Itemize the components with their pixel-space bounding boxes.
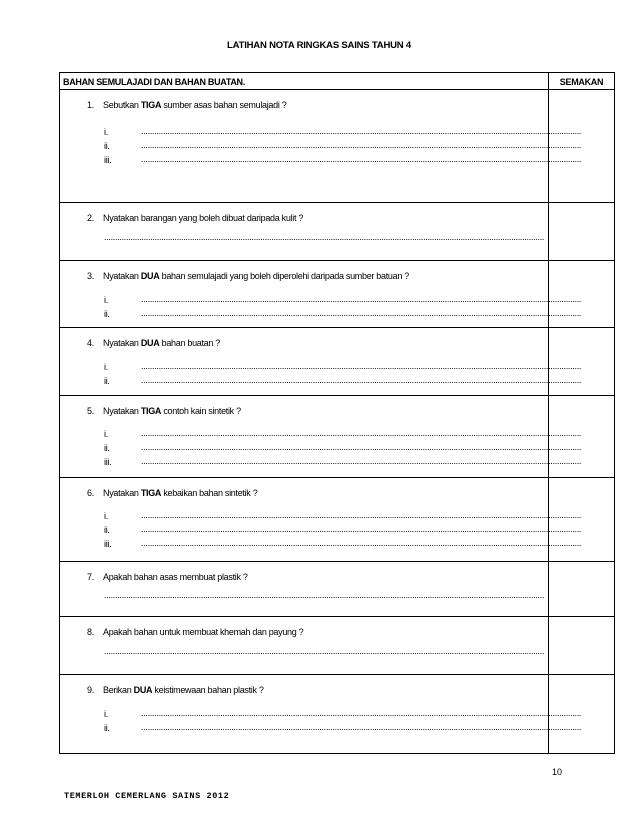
answer-line[interactable]: ii. ........................................................................................................................................................................................................ <box>104 722 582 733</box>
answer-line[interactable]: i. ........................................................................................................................................................................................................ <box>104 361 582 372</box>
question-row <box>60 261 615 328</box>
answer-line[interactable]: ........................................................................................................................................................................................................ <box>104 232 545 242</box>
question-text: Nyatakan DUA bahan buatan ? <box>103 338 220 348</box>
question-text: Sebutkan TIGA sumber asas bahan semulajadi ? <box>103 100 287 110</box>
answer-line[interactable]: iii. ........................................................................................................................................................................................................ <box>104 154 582 165</box>
question-cell <box>60 328 582 396</box>
check-column-heading: SEMAKAN <box>549 73 615 90</box>
answer-line[interactable]: i. ........................................................................................................................................................................................................ <box>104 428 582 439</box>
answer-line[interactable]: ........................................................................................................................................................................................................ <box>104 590 545 600</box>
question-row <box>60 90 615 203</box>
answer-line[interactable]: ii. ........................................................................................................................................................................................................ <box>104 524 582 535</box>
answer-line[interactable]: iii. ........................................................................................................................................................................................................ <box>104 538 582 549</box>
question-number: 1. <box>87 100 94 110</box>
question-row <box>60 396 615 478</box>
answer-line[interactable]: i. ........................................................................................................................................................................................................ <box>104 708 582 719</box>
footer-text: TEMERLOH CEMERLANG SAINS 2012 <box>64 791 230 801</box>
question-number: 6. <box>87 488 94 498</box>
answer-line[interactable]: i. ........................................................................................................................................................................................................ <box>104 294 582 305</box>
question-text: Berikan DUA keistimewaan bahan plastik ? <box>103 685 264 695</box>
question-cell <box>60 261 582 328</box>
question-row <box>60 675 615 754</box>
answer-line[interactable]: ii. ........................................................................................................................................................................................................ <box>104 442 582 453</box>
question-number: 8. <box>87 627 94 637</box>
answer-line[interactable]: i. ........................................................................................................................................................................................................ <box>104 510 582 521</box>
question-number: 4. <box>87 338 94 348</box>
check-cell[interactable] <box>549 203 615 261</box>
question-number: 5. <box>87 406 94 416</box>
question-number: 3. <box>87 271 94 281</box>
answer-line[interactable]: ........................................................................................................................................................................................................ <box>104 646 545 656</box>
question-row <box>60 478 615 562</box>
section-heading: BAHAN SEMULAJADI DAN BAHAN BUATAN. <box>60 73 549 90</box>
check-cell[interactable] <box>549 617 615 675</box>
question-row <box>60 203 615 261</box>
question-text: Nyatakan TIGA contoh kain sintetik ? <box>103 406 241 416</box>
question-text: Nyatakan DUA bahan semulajadi yang boleh diperolehi daripada sumber batuan ? <box>103 271 409 281</box>
question-row <box>60 617 615 675</box>
answer-line[interactable]: ii. ........................................................................................................................................................................................................ <box>104 140 582 151</box>
question-text: Apakah bahan untuk membuat khemah dan payung ? <box>103 627 304 637</box>
question-row <box>60 562 615 617</box>
question-cell <box>60 396 582 478</box>
question-number: 2. <box>87 213 94 223</box>
question-cell <box>60 478 582 562</box>
answer-line[interactable]: iii. ........................................................................................................................................................................................................ <box>104 456 582 467</box>
page-title: LATIHAN NOTA RINGKAS SAINS TAHUN 4 <box>227 40 411 51</box>
question-text: Apakah bahan asas membuat plastik ? <box>103 572 248 582</box>
question-cell <box>60 90 582 203</box>
question-row <box>60 328 615 396</box>
question-text: Nyatakan barangan yang boleh dibuat daripada kulit ? <box>103 213 304 223</box>
question-number: 7. <box>87 572 94 582</box>
question-text: Nyatakan TIGA kebaikan bahan sintetik ? <box>103 488 258 498</box>
question-cell <box>60 562 549 617</box>
question-number: 9. <box>87 685 94 695</box>
answer-line[interactable]: ii. ........................................................................................................................................................................................................ <box>104 308 582 319</box>
question-cell <box>60 203 549 261</box>
table-header-row <box>60 73 615 90</box>
check-cell[interactable] <box>549 562 615 617</box>
page-number: 10 <box>552 767 563 777</box>
worksheet-table <box>59 72 615 754</box>
question-cell <box>60 675 582 754</box>
answer-line[interactable]: i. ........................................................................................................................................................................................................ <box>104 126 582 137</box>
question-cell <box>60 617 549 675</box>
answer-line[interactable]: ii. ........................................................................................................................................................................................................ <box>104 375 582 386</box>
